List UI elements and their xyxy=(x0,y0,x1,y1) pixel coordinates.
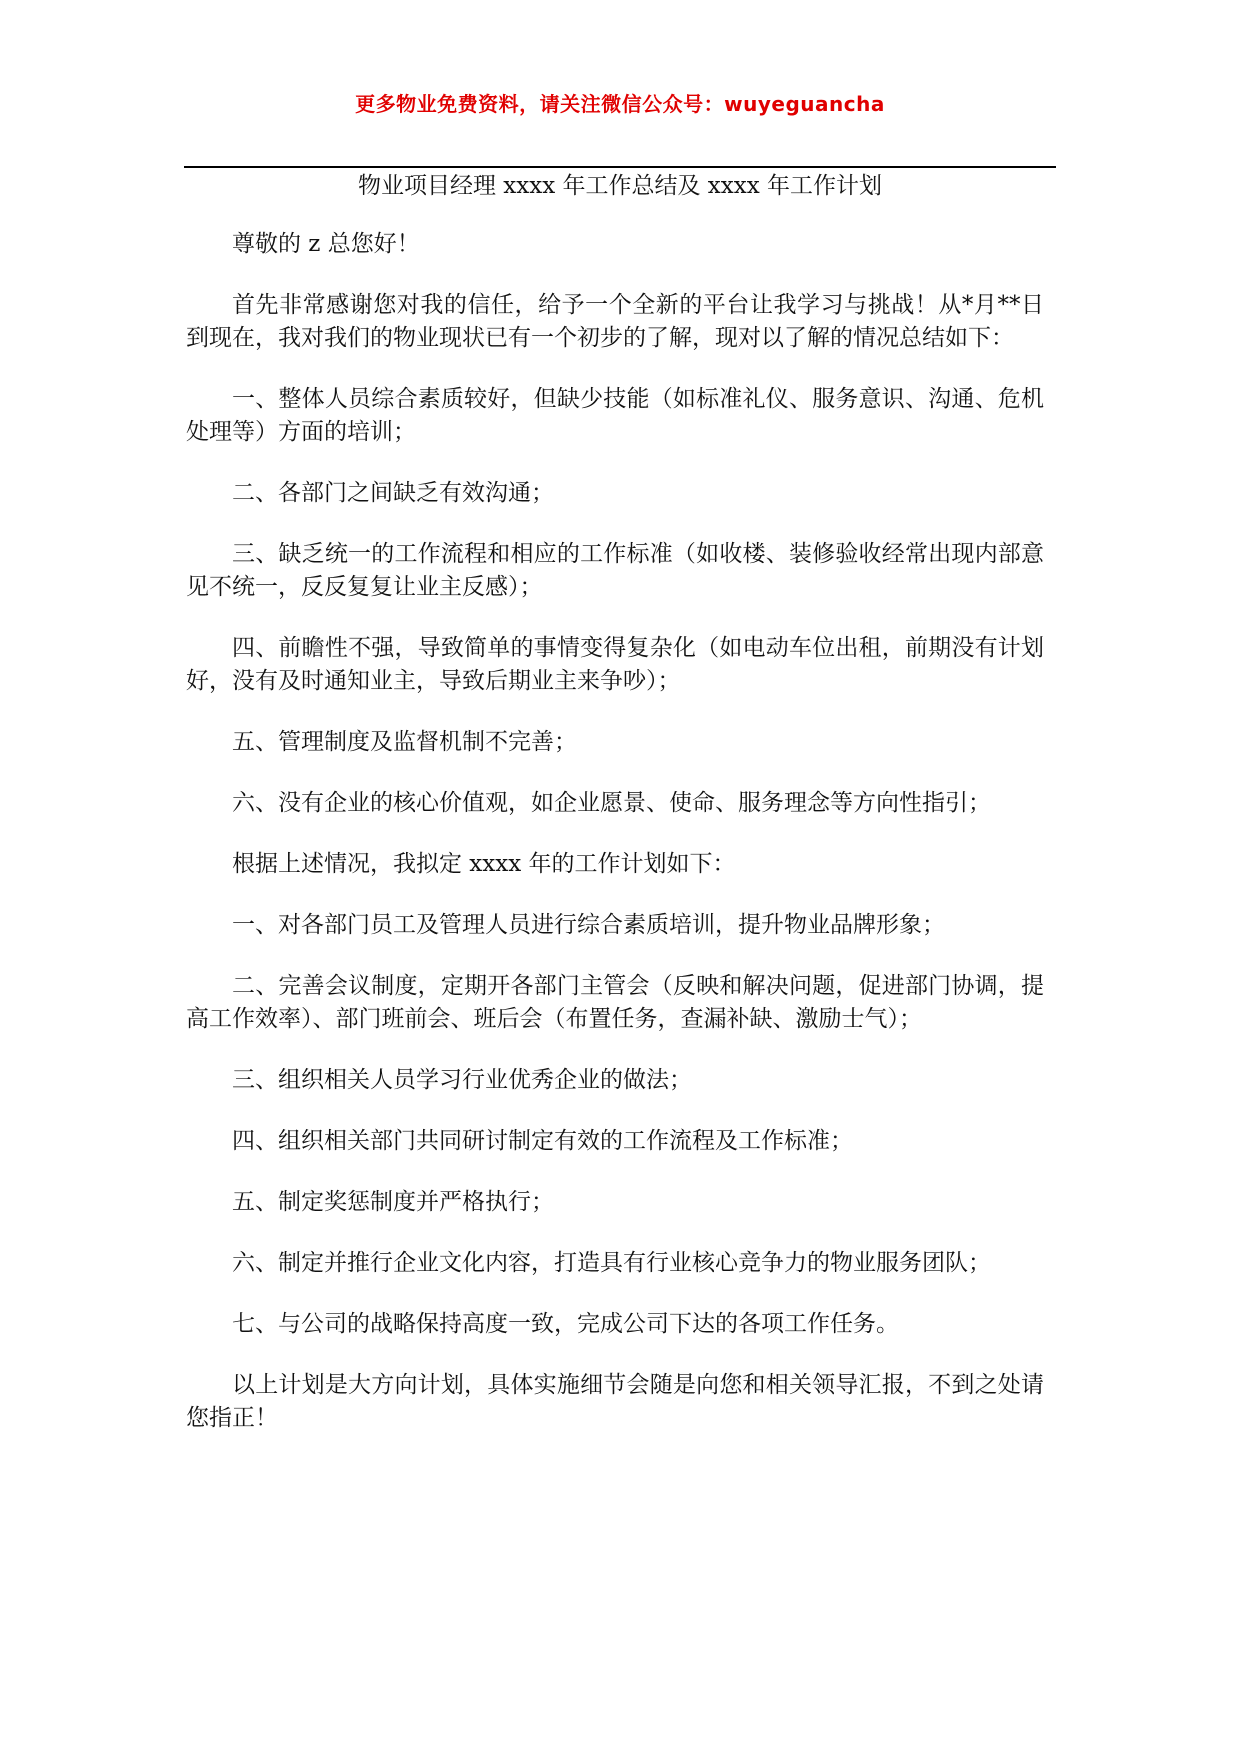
plan-intro-paragraph: 根据上述情况，我拟定 xxxx 年的工作计划如下： xyxy=(232,851,736,877)
header-promo-note: 更多物业免费资料，请关注微信公众号：wuyeguancha xyxy=(355,92,885,116)
plan-item-5: 五、制定奖惩制度并严格执行； xyxy=(232,1189,554,1215)
plan-item-3: 三、组织相关人员学习行业优秀企业的做法； xyxy=(232,1067,692,1093)
plan-item-2: 二、完善会议制度，定期开各部门主管会（反映和解决问题，促进部门协调，提高工作效率）、部门班前会、班后会（布置任务，查漏补缺、激励士气）； xyxy=(186,973,1044,1032)
issue-item-5: 五、管理制度及监督机制不完善； xyxy=(232,729,577,755)
plan-item-7: 七、与公司的战略保持高度一致，完成公司下达的各项工作任务。 xyxy=(232,1311,899,1337)
issue-item-4: 四、前瞻性不强，导致简单的事情变得复杂化（如电动车位出租，前期没有计划好，没有及时通知业主，导致后期业主来争吵）； xyxy=(186,635,1044,694)
plan-item-6: 六、制定并推行企业文化内容，打造具有行业核心竞争力的物业服务团队； xyxy=(232,1250,991,1276)
document-body xyxy=(186,228,1044,1463)
closing-paragraph: 以上计划是大方向计划，具体实施细节会随是向您和相关领导汇报，不到之处请您指正！ xyxy=(186,1372,1044,1431)
plan-item-4: 四、组织相关部门共同研讨制定有效的工作流程及工作标准； xyxy=(232,1128,853,1154)
plan-item-1: 一、对各部门员工及管理人员进行综合素质培训，提升物业品牌形象； xyxy=(232,912,945,938)
issue-item-1: 一、整体人员综合素质较好，但缺少技能（如标准礼仪、服务意识、沟通、危机处理等）方面的培训； xyxy=(186,386,1044,445)
issue-item-3: 三、缺乏统一的工作流程和相应的工作标准（如收楼、装修验收经常出现内部意见不统一，反反复复让业主反感）； xyxy=(186,541,1044,600)
greeting-paragraph: 尊敬的 z 总您好！ xyxy=(232,231,420,257)
intro-paragraph: 首先非常感谢您对我的信任，给予一个全新的平台让我学习与挑战！从*月**日到现在，我对我们的物业现状已有一个初步的了解，现对以了解的情况总结如下： xyxy=(186,292,1044,351)
document-title: 物业项目经理 xxxx 年工作总结及 xxxx 年工作计划 xyxy=(357,173,882,199)
issue-item-6: 六、没有企业的核心价值观，如企业愿景、使命、服务理念等方向性指引； xyxy=(232,790,991,816)
header-divider xyxy=(184,166,1056,168)
issue-item-2: 二、各部门之间缺乏有效沟通； xyxy=(232,480,554,506)
